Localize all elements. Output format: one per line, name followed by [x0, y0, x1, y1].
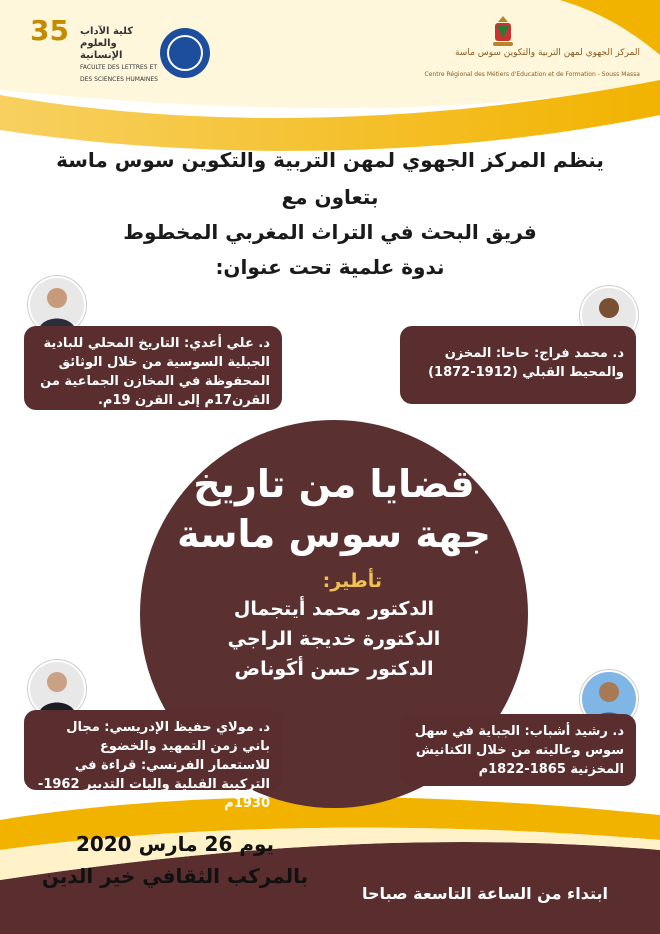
topic-title-line-1: قضايا من تاريخ [193, 462, 475, 506]
intro-line-1: ينظم المركز الجهوي لمهن التربية والتكوين سوس ماسة [56, 148, 604, 172]
faculty-name [80, 26, 160, 86]
faculty-name-fr: FACULTE DES LETTRES ET DES SCIENCES HUMAINES [80, 64, 158, 83]
organizers-label: تأطير: [322, 570, 382, 592]
event-time: ابتداء من الساعة التاسعة صباحا [362, 884, 608, 903]
event-venue: بالمركب الثقافي خير الدين [41, 864, 309, 888]
speaker-box-4: د. رشيد أشباب: الجباية في سهل سوس وعاليته من خلال الكنانيش المخزنية 1865-1822م [400, 714, 636, 786]
faculty-logo [30, 14, 80, 58]
intro-line-3: فريق البحث في التراث المغربي المخطوط [123, 220, 537, 244]
centre-name-fr: Centre Régional des Métiers d'Education et de Formation - Souss Massa [424, 71, 640, 78]
speaker-box-1: د. علي أعدي: التاريخ المحلي للبادية الجبلية السوسية من خلال الوثائق المحفوظة في المخازن الجماعية من القرن17م إلى القرن 19م. [24, 326, 282, 410]
centre-name-ar: المركز الجهوي لمهن التربية والتكوين سوس ماسة [454, 48, 640, 58]
organizer-2: الدكتورة خديجة الراجي [227, 628, 441, 650]
topic-title-line-2: جهة سوس ماسة [177, 512, 491, 556]
intro-line-2: بتعاون مع [281, 185, 379, 209]
emblem-icon [488, 14, 518, 50]
organizer-3: الدكتور حسن أكَوناض [234, 658, 434, 680]
faculty-name-ar: كلية الآداب والعلوم الإنسانية [80, 26, 134, 61]
faculty-logo-number: 35 [30, 14, 69, 47]
intro-line-4: ندوة علمية تحت عنوان: [215, 255, 445, 279]
event-date: يوم 26 مارس 2020 [75, 832, 275, 856]
organizer-1: الدكتور محمد أيتجمال [233, 598, 435, 620]
speaker-box-3: د. مولاي حفيظ الإدريسي: مجال باني زمن التمهيد والخضوع للاستعمار الفرنسي: قراءة في التركيبة القبلية واليات التدبير 1962-1930م [24, 710, 282, 790]
speaker-box-2: د. محمد فراج: حاحا: المخزن والمحيط القبلي (1912-1872) [400, 326, 636, 404]
centre-name [410, 48, 640, 80]
team-logo-icon [160, 28, 210, 78]
